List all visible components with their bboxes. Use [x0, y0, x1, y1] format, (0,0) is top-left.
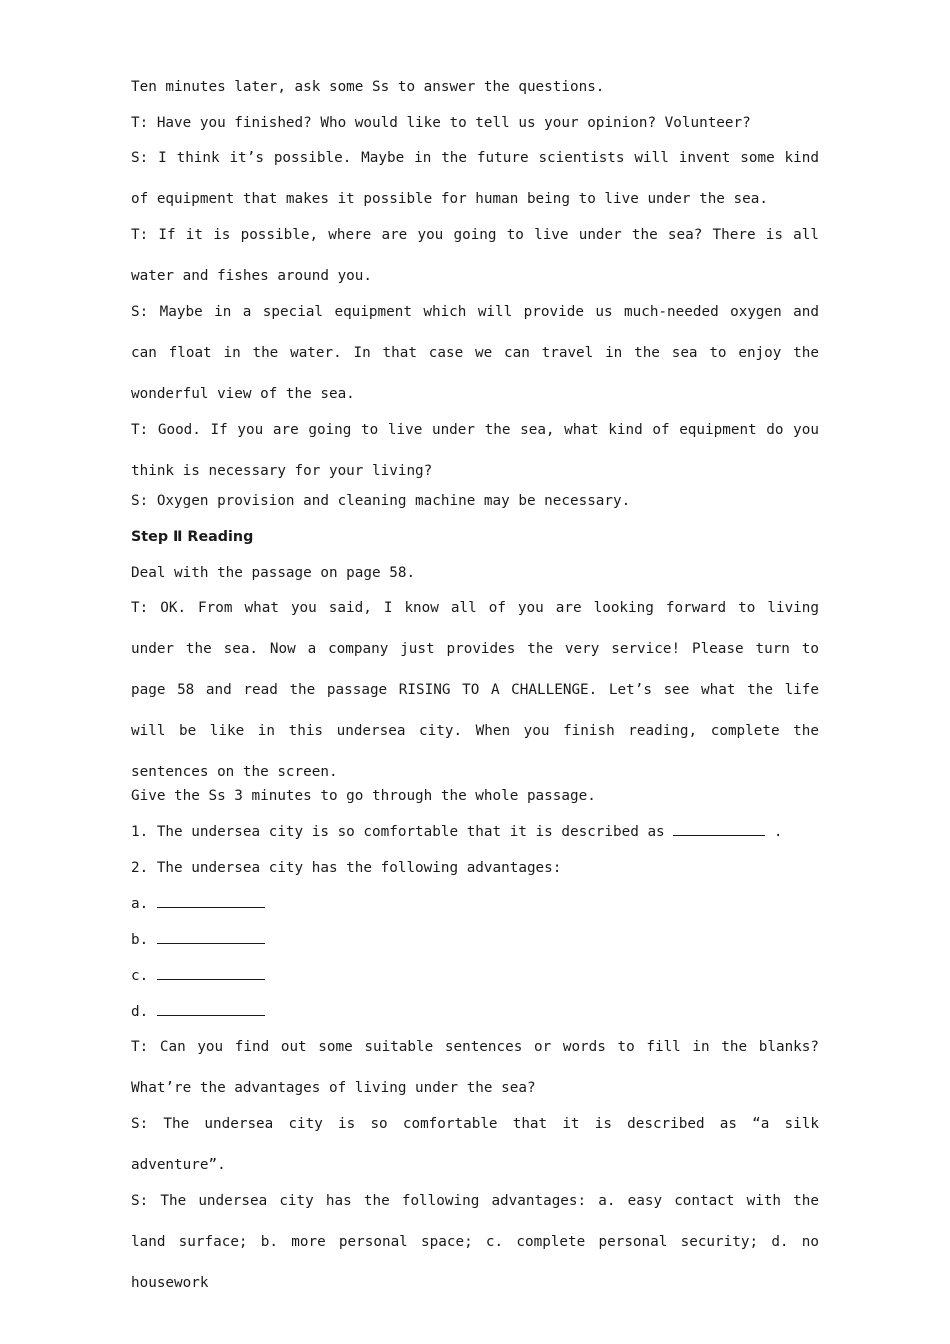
teacher-line: T: Good. If you are going to live under the sea, what kind of equipment do you think is necessary for your living? [131, 422, 819, 479]
document-page [131, 76, 819, 1307]
instruction-line: Give the Ss 3 minutes to go through the whole passage. [131, 788, 596, 804]
instruction-line: Ten minutes later, ask some Ss to answer the questions. [131, 79, 605, 95]
teacher-line: T: Have you finished? Who would like to tell us your opinion? Volunteer? [131, 115, 751, 131]
student-line: S: I think it’s possible. Maybe in the future scientists will invent some kind of equipment that makes it possible for human being to live under the sea. [131, 150, 819, 207]
question-2: 2. The undersea city has the following advantages: [131, 860, 562, 876]
option-b [131, 929, 819, 951]
answer-blank [157, 1001, 265, 1016]
option-c [131, 965, 819, 987]
teacher-line: T: OK. From what you said, I know all of you are looking forward to living under the sea. Now a company just provides the very service! Please turn to page 58 and read the passage RISING TO A CHALLENGE. Let’s see what the life will be like in this undersea city. When you finish reading, complete the sentences on the screen. [131, 600, 819, 780]
option-label: b. [131, 932, 149, 948]
answer-blank [157, 929, 265, 944]
student-line: S: The undersea city has the following advantages: a. easy contact with the land surface; b. more personal space; c. complete personal security; d. no housework [131, 1193, 819, 1291]
instruction-line: Deal with the passage on page 58. [131, 565, 416, 581]
option-label: a. [131, 896, 149, 912]
student-line: S: Maybe in a special equipment which will provide us much-needed oxygen and can float in the water. In that case we can travel in the sea to enjoy the wonderful view of the sea. [131, 304, 819, 402]
option-d [131, 1001, 819, 1023]
answer-blank [157, 965, 265, 980]
student-line: S: The undersea city is so comfortable that it is described as “a silk adventure”. [131, 1116, 819, 1173]
teacher-line: T: Can you find out some suitable sentences or words to fill in the blanks? What’re the advantages of living under the sea? [131, 1039, 819, 1096]
option-a [131, 893, 819, 915]
section-heading: Step Ⅱ Reading [131, 529, 254, 545]
question-1-text: 1. The undersea city is so comfortable that it is described as [131, 824, 665, 840]
question-1-end: . [773, 824, 783, 840]
option-label: d. [131, 1004, 149, 1020]
question-1 [131, 821, 819, 843]
answer-blank [157, 893, 265, 908]
teacher-line: T: If it is possible, where are you going to live under the sea? There is all water and fishes around you. [131, 227, 819, 284]
student-line: S: Oxygen provision and cleaning machine may be necessary. [131, 493, 631, 509]
option-label: c. [131, 968, 149, 984]
answer-blank [673, 821, 765, 836]
